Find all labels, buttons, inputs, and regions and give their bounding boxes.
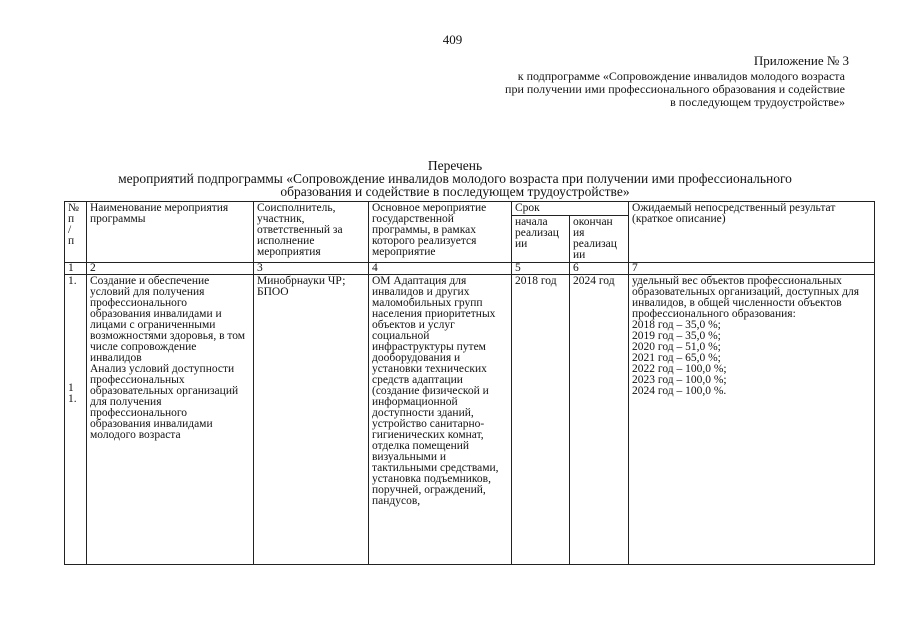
list-title-line: мероприятий подпрограммы «Сопровождение инвалидов молодого возраста при получении ими профессионального bbox=[118, 171, 792, 186]
row-result: удельный вес объектов профессиональных образовательных организаций, доступных для инвалидов, в общей численности объектов профессионального образования: 2018 год – 35,0 %; 2019 год – 35,0 %; 2020 год – 51,0 %; 2021 год – 65,0 %; 2022 год – 100,0 %; 2023 год – 100,0 %; 2024 год – 100,0 %. bbox=[629, 275, 875, 565]
header-num: № п / п bbox=[65, 202, 87, 263]
sub-row-name: Анализ условий доступности профессиональных образовательных организаций для получения профессионального образования инвалидами молодого возраста bbox=[90, 363, 239, 441]
activities-table bbox=[64, 201, 875, 565]
column-number: 1 bbox=[65, 263, 87, 275]
header-result: Ожидаемый непосредственный результат (краткое описание) bbox=[629, 202, 875, 263]
row-end: 2024 год bbox=[570, 275, 629, 565]
column-number: 2 bbox=[87, 263, 254, 275]
column-number: 3 bbox=[254, 263, 369, 275]
page-number: 409 bbox=[442, 32, 463, 47]
header-start: начала реализац ии bbox=[512, 216, 570, 263]
row-num: 1. bbox=[68, 275, 77, 287]
header-main-event: Основное мероприятие государственной программы, в рамках которого реализуется мероприятие bbox=[369, 202, 512, 263]
table-row bbox=[65, 275, 875, 565]
list-title-heading: Перечень bbox=[427, 158, 483, 173]
column-number: 4 bbox=[369, 263, 512, 275]
row-name: Создание и обеспечение условий для получения профессионального образования инвалидами и лицами с ограниченными возможностями здоровья, в том числе сопровождение инвалидов bbox=[90, 275, 246, 364]
header-name: Наименование мероприятия программы bbox=[87, 202, 254, 263]
header-executor: Соисполнитель, участник, ответственный за исполнение мероприятия bbox=[254, 202, 369, 263]
column-number: 6 bbox=[570, 263, 629, 275]
row-main-event: ОМ Адаптация для инвалидов и других маломобильных групп населения приоритетных объектов и услуг социальной инфраструктуры путем дооборудования и установки технических средств адаптации (создание физической и информационной доступности зданий, устройство санитарно-гигиенических комнат, отделка помещений визуальными и тактильными средствами, установка подъемников, поручней, ограждений, пандусов, bbox=[369, 275, 512, 565]
appendix-subtitle: к подпрограмме «Сопровождение инвалидов молодого возраста при получении ими профессионального образования и содействие в последующем трудоустройстве» bbox=[505, 69, 845, 109]
header-end: окончан ия реализац ии bbox=[570, 216, 629, 263]
sub-row-num: 1 1. bbox=[68, 382, 77, 405]
row-start: 2018 год bbox=[512, 275, 570, 565]
column-number: 7 bbox=[629, 263, 875, 275]
list-title-line: образования и содействие в последующем трудоустройстве» bbox=[280, 184, 630, 199]
header-term: Срок bbox=[512, 202, 629, 216]
row-num-cell bbox=[65, 275, 87, 565]
row-executor: Минобрнауки ЧР; БПОО bbox=[254, 275, 369, 565]
column-number: 5 bbox=[512, 263, 570, 275]
table-header-row bbox=[65, 202, 875, 216]
column-number-row bbox=[65, 263, 875, 275]
row-name-cell bbox=[87, 275, 254, 565]
appendix-title: Приложение № 3 bbox=[753, 53, 849, 68]
